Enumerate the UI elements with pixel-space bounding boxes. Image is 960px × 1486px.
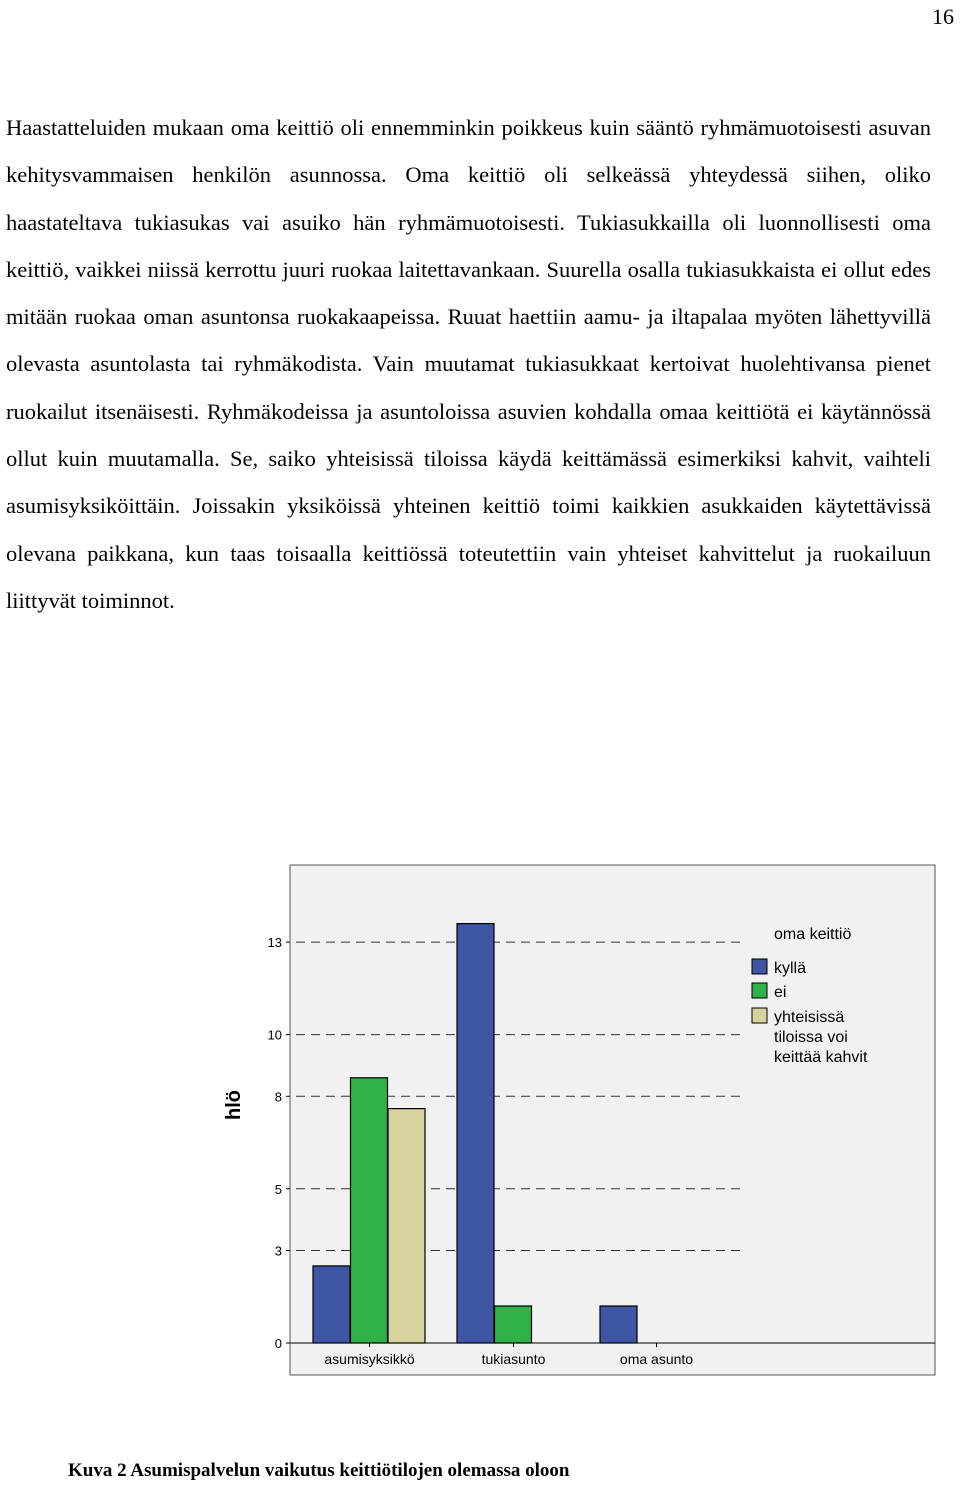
bar [313,1266,350,1343]
bar [495,1306,532,1343]
x-tick-label: tukiasunto [481,1351,546,1367]
bar-chart [200,855,940,1390]
legend-label: yhteisissä tiloissa voi keittää kahvit [774,1009,868,1066]
x-tick-label: oma asunto [619,1351,694,1367]
page-number: 16 [932,4,954,29]
x-tick-label: asumisyksikkö [324,1351,415,1367]
legend-swatch [752,983,767,998]
bar [600,1306,637,1343]
y-axis-label: hlö [223,1090,245,1120]
legend-title: oma keittiö [774,926,852,943]
figure-caption: Kuva 2 Asumispalvelun vaikutus keittiötilojen olemassa oloon [68,1460,570,1481]
legend-label: kyllä [774,960,807,977]
y-tick-label: 3 [274,1243,282,1259]
body-paragraph: Haastatteluiden mukaan oma keittiö oli ennemminkin poikkeus kuin sääntö ryhmämuotoisesti asuvan kehitysvammaisen henkilön asunnossa. Oma keittiö oli selkeässä yhteydessä siihen, oliko haastateltava tukiasukas vai asuiko hän ryhmämuotoisesti. Tukiasukkailla oli luonnollisesti oma keittiö, vaikkei niissä kerrottu juuri ruokaa laitettavankaan. Suurella osalla tukiasukkaista ei ollut edes mitään ruokaa oman asuntonsa ruokakaapeissa. Ruuat haettiin aamu- ja iltapalaa myöten lähettyvillä olevasta asuntolasta tai ryhmäkodista. Vain muutamat tukiasukkaat kertoivat huolehtivansa pienet ruokailut itsenäisesti. Ryhmäkodeissa ja asuntoloissa asuvien kohdalla omaa keittiötä ei käytännössä ollut kuin muutamalla. Se, saiko yhteisissä tiloissa käydä keittämässä esimerkiksi kahvit, vaihteli asumisyksiköittäin. Joissakin yksiköissä yhteinen keittiö toimi kaikkien asukkaiden käytettävissä olevana paikkana, kun taas toisaalla keittiössä toteutettiin vain yhteiset kahvittelut ja ruokailuun liittyvät toiminnot. [6,115,931,613]
y-tick-label: 8 [274,1089,282,1105]
bar [457,924,494,1343]
legend-swatch [752,959,767,974]
legend-swatch [752,1008,767,1023]
legend-label: ei [774,984,787,1001]
y-tick-label: 0 [274,1336,282,1351]
y-tick-label: 5 [274,1181,282,1197]
y-tick-label: 10 [267,1027,282,1043]
bar-chart-figure [200,855,940,1390]
bar [388,1109,425,1343]
y-tick-label: 13 [267,935,282,951]
bar [351,1078,388,1343]
